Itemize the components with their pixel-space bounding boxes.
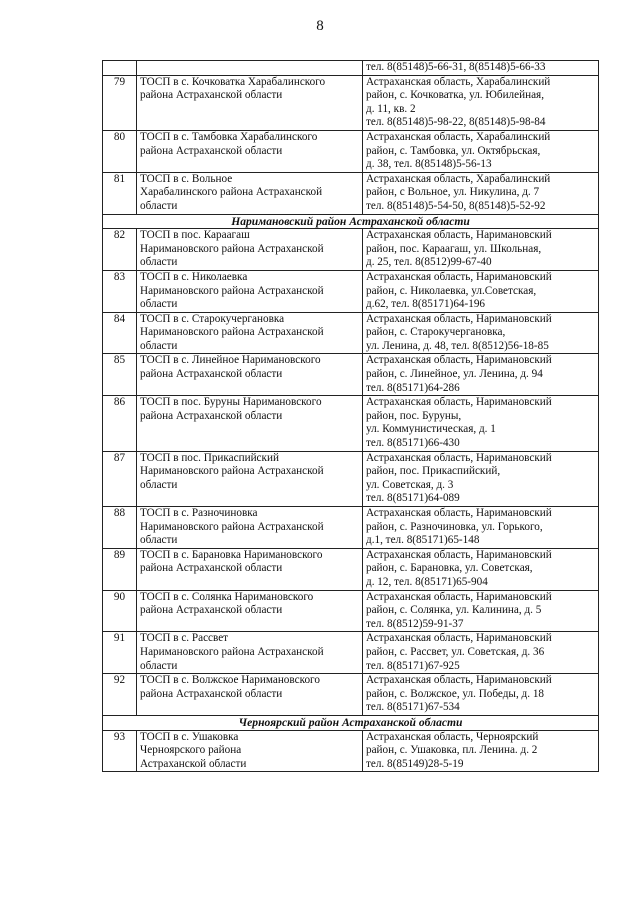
office-address-line: Астраханская область, Черноярский bbox=[366, 730, 539, 743]
office-address bbox=[363, 312, 599, 354]
office-name-line: области bbox=[140, 339, 178, 352]
office-address bbox=[363, 507, 599, 549]
office-name-line: ТОСП в пос. Буруны Наримановского bbox=[140, 396, 322, 409]
office-name bbox=[137, 172, 363, 214]
page-number: 8 bbox=[316, 18, 324, 34]
office-address bbox=[363, 130, 599, 172]
table-row bbox=[103, 354, 599, 396]
offices-table-body bbox=[103, 61, 599, 772]
office-name-line: ТОСП в с. Николаевка bbox=[140, 270, 248, 283]
office-address-line: район, с. Кочковатка, ул. Юбилейная, bbox=[366, 89, 544, 102]
office-address-line: Астраханская область, Наримановский bbox=[366, 354, 552, 367]
office-name-line: Черноярского района bbox=[140, 744, 242, 757]
office-name bbox=[137, 130, 363, 172]
row-number: 81 bbox=[103, 172, 137, 214]
table-row bbox=[103, 172, 599, 214]
office-address-line: Астраханская область, Наримановский bbox=[366, 507, 552, 519]
office-address-line: район, с. Волжское, ул. Победы, д. 18 bbox=[366, 687, 545, 700]
table-row bbox=[103, 229, 599, 271]
office-address-line: д. 38, тел. 8(85148)5-56-13 bbox=[366, 158, 492, 171]
office-name-line: Харабалинского района Астраханской bbox=[140, 186, 323, 199]
office-address-line: район, с. Солянка, ул. Калинина, д. 5 bbox=[366, 604, 542, 617]
office-address-line: район, с. Линейное, ул. Ленина, д. 94 bbox=[366, 368, 543, 381]
office-name-line: района Астраханской области bbox=[140, 368, 283, 381]
office-name-line: области bbox=[140, 199, 178, 212]
office-address-line: Астраханская область, Наримановский bbox=[366, 270, 552, 283]
office-name-line: области bbox=[140, 659, 178, 672]
office-address-line: тел. 8(85171)64-089 bbox=[366, 492, 460, 505]
office-name-line: ТОСП в пос. Прикаспийский bbox=[140, 451, 279, 464]
office-address-line: д. 25, тел. 8(8512)99-67-40 bbox=[366, 256, 492, 269]
office-address-line: д. 11, кв. 2 bbox=[366, 102, 416, 115]
table-row bbox=[103, 730, 599, 772]
office-address bbox=[363, 396, 599, 451]
office-address-line: тел. 8(85148)5-98-22, 8(85148)5-98-84 bbox=[366, 116, 546, 129]
office-address-line: Астраханская область, Харабалинский bbox=[366, 75, 551, 88]
office-address bbox=[363, 75, 599, 130]
office-address-line: район, с. Ушаковка, пл. Ленина. д. 2 bbox=[366, 744, 538, 757]
office-name bbox=[137, 270, 363, 312]
office-name-line: области bbox=[140, 256, 178, 269]
office-address-line: Астраханская область, Харабалинский bbox=[366, 172, 551, 185]
office-name-line: области bbox=[140, 298, 178, 311]
office-address-line: тел. 8(85171)66-430 bbox=[366, 437, 460, 450]
office-name-line: ТОСП в с. Вольное bbox=[140, 172, 233, 185]
office-name-line: ТОСП в с. Тамбовка Харабалинского bbox=[140, 130, 318, 143]
office-address-line: тел. 8(85149)28-5-19 bbox=[366, 757, 464, 770]
office-address-line: район, с. Разночиновка, ул. Горького, bbox=[366, 520, 543, 533]
row-number: 91 bbox=[103, 632, 137, 674]
office-name bbox=[137, 548, 363, 590]
table-row bbox=[103, 590, 599, 632]
office-name bbox=[137, 312, 363, 354]
table-row bbox=[103, 130, 599, 172]
table-row bbox=[103, 507, 599, 549]
row-number: 93 bbox=[103, 730, 137, 772]
row-number: 79 bbox=[103, 75, 137, 130]
office-address-line: Астраханская область, Наримановский bbox=[366, 674, 552, 687]
office-address-line: район, с. Барановка, ул. Советская, bbox=[366, 562, 533, 575]
office-address-line: тел. 8(85148)5-66-31, 8(85148)5-66-33 bbox=[366, 61, 546, 73]
office-name-line: Наримановского района Астраханской bbox=[140, 645, 324, 658]
office-name-line: ТОСП в с. Солянка Наримановского bbox=[140, 590, 314, 603]
office-name-line: района Астраханской области bbox=[140, 562, 283, 575]
office-name-line: области bbox=[140, 534, 178, 547]
office-address bbox=[363, 590, 599, 632]
office-address-line: район, с. Николаевка, ул.Советская, bbox=[366, 284, 537, 297]
office-name-line: Наримановского района Астраханской bbox=[140, 520, 324, 533]
row-number: 89 bbox=[103, 548, 137, 590]
office-address-line: Астраханская область, Наримановский bbox=[366, 396, 552, 409]
table-row bbox=[103, 312, 599, 354]
office-address-line: Астраханская область, Наримановский bbox=[366, 632, 552, 645]
row-number bbox=[103, 61, 137, 76]
office-address-line: Астраханская область, Харабалинский bbox=[366, 130, 551, 143]
office-address-line: район, с. Тамбовка, ул. Октябрьская, bbox=[366, 144, 541, 157]
office-name-line: Наримановского района Астраханской bbox=[140, 326, 324, 339]
office-name-line: ТОСП в с. Барановка Наримановского bbox=[140, 548, 323, 561]
office-name-line: ТОСП в с. Линейное Наримановского bbox=[140, 354, 321, 367]
row-number: 92 bbox=[103, 674, 137, 716]
office-address-line: район, с. Рассвет, ул. Советская, д. 36 bbox=[366, 645, 545, 658]
office-address bbox=[363, 632, 599, 674]
office-name-line: района Астраханской области bbox=[140, 89, 283, 102]
office-address-line: д.62, тел. 8(85171)64-196 bbox=[366, 298, 486, 311]
office-name bbox=[137, 229, 363, 271]
office-address bbox=[363, 674, 599, 716]
section-title: Наримановский район Астраханской области bbox=[103, 214, 599, 229]
office-address-line: Астраханская область, Наримановский bbox=[366, 229, 552, 242]
row-number: 86 bbox=[103, 396, 137, 451]
office-address bbox=[363, 270, 599, 312]
office-address bbox=[363, 229, 599, 271]
office-name-line: ТОСП в пос. Караагаш bbox=[140, 229, 250, 242]
office-name bbox=[137, 354, 363, 396]
office-name-line: Наримановского района Астраханской bbox=[140, 284, 324, 297]
table-row bbox=[103, 451, 599, 506]
office-address-line: д.1, тел. 8(85171)65-148 bbox=[366, 534, 480, 547]
office-name-line: ТОСП в с. Волжское Наримановского bbox=[140, 674, 320, 687]
row-number: 80 bbox=[103, 130, 137, 172]
office-name bbox=[137, 632, 363, 674]
office-address-line: тел. 8(85171)64-286 bbox=[366, 381, 460, 394]
office-name bbox=[137, 396, 363, 451]
row-number: 83 bbox=[103, 270, 137, 312]
office-address bbox=[363, 172, 599, 214]
office-address bbox=[363, 61, 599, 76]
office-name bbox=[137, 507, 363, 549]
office-address-line: район, пос. Буруны, bbox=[366, 409, 462, 422]
office-address-line: Астраханская область, Наримановский bbox=[366, 548, 552, 561]
office-address-line: район, с Вольное, ул. Никулина, д. 7 bbox=[366, 186, 540, 199]
office-address bbox=[363, 730, 599, 772]
table-row bbox=[103, 674, 599, 716]
office-name-line: района Астраханской области bbox=[140, 604, 283, 617]
table-row bbox=[103, 75, 599, 130]
office-name-line: ТОСП в с. Разночиновка bbox=[140, 507, 258, 519]
office-address-line: Астраханская область, Наримановский bbox=[366, 451, 552, 464]
office-address bbox=[363, 451, 599, 506]
row-number: 88 bbox=[103, 507, 137, 549]
office-name bbox=[137, 451, 363, 506]
row-number: 85 bbox=[103, 354, 137, 396]
office-name-line: области bbox=[140, 478, 178, 491]
row-number: 82 bbox=[103, 229, 137, 271]
office-address-line: район, пос. Караагаш, ул. Школьная, bbox=[366, 242, 542, 255]
office-address-line: тел. 8(85171)67-534 bbox=[366, 701, 460, 714]
office-address-line: Астраханская область, Наримановский bbox=[366, 312, 552, 325]
office-address-line: ул. Советская, д. 3 bbox=[366, 478, 454, 491]
office-address-line: ул. Коммунистическая, д. 1 bbox=[366, 423, 496, 436]
office-name-line: ТОСП в с. Старокучергановка bbox=[140, 312, 285, 325]
row-number: 87 bbox=[103, 451, 137, 506]
office-address bbox=[363, 548, 599, 590]
section-header-row bbox=[103, 715, 599, 730]
office-address bbox=[363, 354, 599, 396]
table-row-continuation bbox=[103, 61, 599, 76]
office-name bbox=[137, 590, 363, 632]
office-address-line: Астраханская область, Наримановский bbox=[366, 590, 552, 603]
table-row bbox=[103, 270, 599, 312]
office-name-line: ТОСП в с. Ушаковка bbox=[140, 730, 239, 743]
table-row bbox=[103, 548, 599, 590]
offices-table bbox=[102, 60, 599, 772]
office-name bbox=[137, 674, 363, 716]
office-address-line: тел. 8(85148)5-54-50, 8(85148)5-52-92 bbox=[366, 199, 546, 212]
office-name-line: района Астраханской области bbox=[140, 144, 283, 157]
office-name-line: Наримановского района Астраханской bbox=[140, 242, 324, 255]
office-name bbox=[137, 61, 363, 76]
office-name bbox=[137, 75, 363, 130]
office-address-line: район, пос. Прикаспийский, bbox=[366, 465, 501, 478]
section-header-row bbox=[103, 214, 599, 229]
table-row bbox=[103, 632, 599, 674]
office-name-line: ТОСП в с. Кочковатка Харабалинского bbox=[140, 75, 326, 88]
office-address-line: тел. 8(85171)67-925 bbox=[366, 659, 460, 672]
office-name bbox=[137, 730, 363, 772]
office-name-line: Астраханской области bbox=[140, 757, 247, 770]
office-name-line: Наримановского района Астраханской bbox=[140, 465, 324, 478]
office-address-line: тел. 8(8512)59-91-37 bbox=[366, 617, 464, 630]
row-number: 90 bbox=[103, 590, 137, 632]
office-name-line: ТОСП в с. Рассвет bbox=[140, 632, 229, 645]
row-number: 84 bbox=[103, 312, 137, 354]
office-name-line: района Астраханской области bbox=[140, 409, 283, 422]
office-name-line: района Астраханской области bbox=[140, 687, 283, 700]
office-address-line: д. 12, тел. 8(85171)65-904 bbox=[366, 575, 488, 588]
table-row bbox=[103, 396, 599, 451]
section-title: Черноярский район Астраханской области bbox=[103, 715, 599, 730]
office-address-line: ул. Ленина, д. 48, тел. 8(8512)56-18-85 bbox=[366, 339, 549, 352]
office-address-line: район, с. Старокучергановка, bbox=[366, 326, 506, 339]
